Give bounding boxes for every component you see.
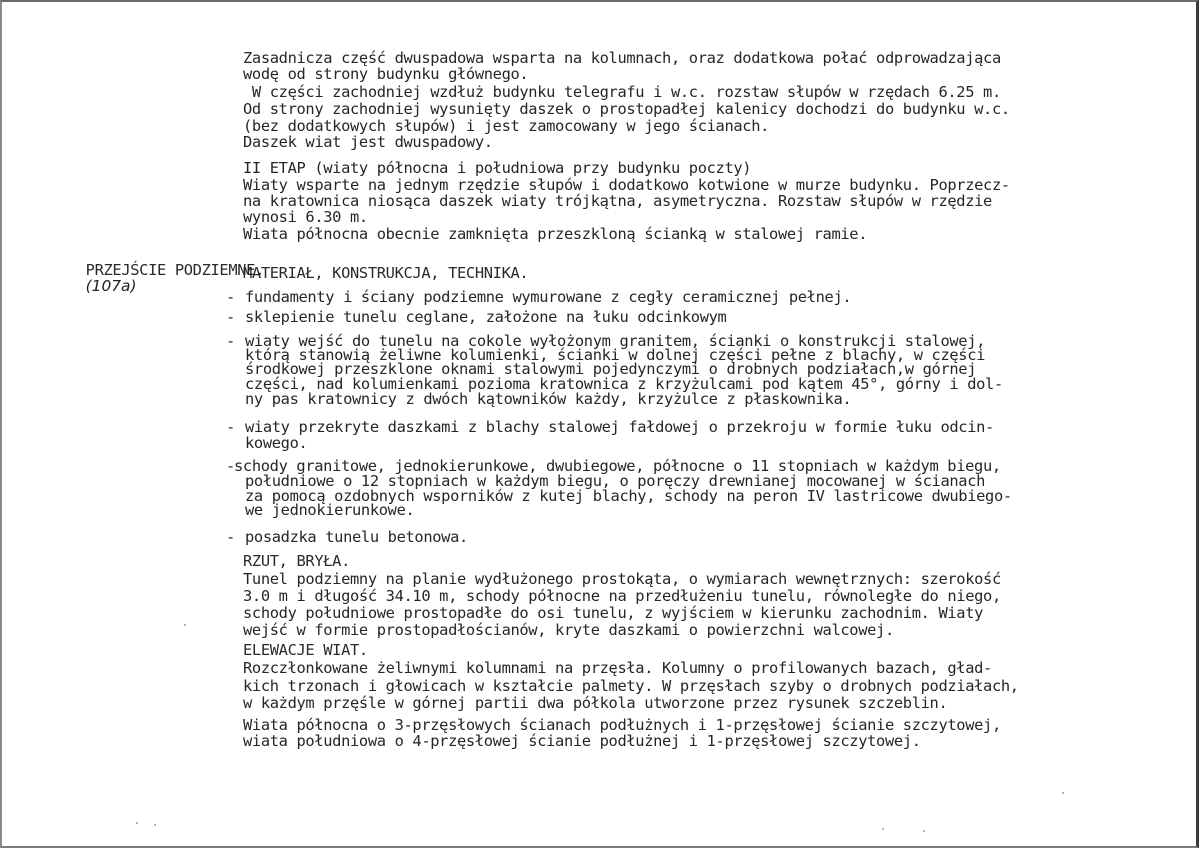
text-line: Od strony zachodniej wysunięty daszek o prostopadłej kalenicy dochodzi do budynku w.c. [243,100,1010,118]
text-line: Wiata północna o 3-przęsłowych ścianach podłużnych i 1-przęsłowej ścianie szczytowej, [243,716,1001,734]
text-line: schody południowe prostopadłe do osi tunelu, z wyjściem w kierunku zachodnim. Wiaty [243,604,984,622]
text-line: Tunel podziemny na planie wydłużonego prostokąta, o wymiarach wewnętrznych: szerokość [243,570,1001,588]
text-line: wodę od strony budynku głównego. [243,65,529,83]
list-item: fundamenty i ściany podziemne wymurowane z cegły ceramicznej pełnej. [245,288,852,306]
scan-speck [923,830,925,832]
list-item-line: środkowej przeszklone oknami stalowymi pojedynczymi o drobnych podziałach,w górnej [245,360,977,378]
section-heading-text: PRZEJŚCIE PODZIEMNE. [85,261,264,279]
scan-speck [184,624,186,626]
rzut-heading: RZUT, BRYŁA. [243,552,350,570]
list-item: wiaty wejść do tunelu na cokole wyłożonym granitem, ścianki o konstrukcji stalowej, [245,332,986,350]
material-heading: MATERIAŁ, KONSTRUKCJA, TECHNIKA. [243,264,529,282]
handwritten-note: (107a) [85,277,137,295]
list-item-dash: - [226,308,235,326]
text-line: Zasadnicza część dwuspadowa wsparta na kolumnach, oraz dodatkowa połać odprowadzająca [243,49,1001,67]
list-item-dash: - [226,457,235,475]
etap-heading: II ETAP (wiaty północna i południowa przy budynku poczty) [243,159,752,177]
list-item: sklepienie tunelu ceglane, założone na łuku odcinkowym [245,308,727,326]
list-item: schody granitowe, jednokierunkowe, dwubiegowe, północne o 11 stopniach w każdym biegu, [234,457,1001,475]
list-item-line: części, nad kolumienkami pozioma kratownica z krzyżulcami pod kątem 45°, górny i dol- [245,375,1003,393]
text-line: 3.0 m i długość 34.10 m, schody północne na przedłużeniu tunelu, równoległe do niego, [243,587,1001,605]
text-line: Daszek wiat jest dwuspadowy. [243,133,493,151]
text-line: wynosi 6.30 m. [243,208,368,226]
list-item-line: którą stanowią żeliwne kolumienki, ścianki w dolnej części pełne z blachy, w części [245,346,986,364]
list-item-line: we jednokierunkowe. [245,501,415,519]
list-item-dash: - [226,418,235,436]
elewacje-heading: ELEWACJE WIAT. [243,641,368,659]
list-item-line: kowego. [245,434,308,452]
scan-speck [136,822,138,824]
text-line: kich trzonach i głowicach w kształcie palmety. W przęsłach szyby o drobnych podziałach, [243,677,1019,695]
list-item: wiaty przekryte daszkami z blachy stalowej fałdowej o przekroju w formie łuku odcin- [245,418,994,436]
list-item-line: południowe o 12 stopniach w każdym biegu, o poręczy drewnianej mocowanej w ścianach [245,472,986,490]
text-line: wejść w formie prostopadłościanów, kryte daszkami o powierzchni walcowej. [243,621,894,639]
text-line: wiata południowa o 4-przęsłowej ścianie podłużnej i 1-przęsłowej szczytowej. [243,732,921,750]
text-line: w każdym przęśle w górnej partii dwa półkola utworzone przez rysunek szczeblin. [243,694,948,712]
text-line: Rozczłonkowane żeliwnymi kolumnami na przęsła. Kolumny o profilowanych bazach, gład- [243,659,992,677]
list-item: posadzka tunelu betonowa. [245,528,468,546]
list-item-dash: - [226,528,235,546]
text-line: Wiaty wsparte na jednym rzędzie słupów i dodatkowo kotwione w murze budynku. Poprzecz- [243,176,1010,194]
scan-speck [1062,792,1064,794]
list-item-dash: - [226,332,235,350]
list-item-line: za pomocą ozdobnych wsporników z kutej blachy, schody na peron IV lastricowe dwubiego- [245,487,1012,505]
scan-speck [154,824,156,826]
text-line: (bez dodatkowych słupów) i jest zamocowany w jego ścianach. [243,117,770,135]
list-item-dash: - [226,288,235,306]
text-line: na kratownica niosąca daszek wiaty trójkątna, asymetryczna. Rozstaw słupów w rzędzie [243,192,992,210]
text-line: Wiata północna obecnie zamknięta przeszkloną ścianką w stalowej ramie. [243,225,868,243]
text-line: W części zachodniej wzdłuż budynku telegrafu i w.c. rozstaw słupów w rzędach 6.25 m. [243,83,1001,101]
scan-speck [882,828,884,830]
list-item-line: ny pas kratownicy z dwóch kątowników każdy, krzyżulce z płaskownika. [245,390,852,408]
